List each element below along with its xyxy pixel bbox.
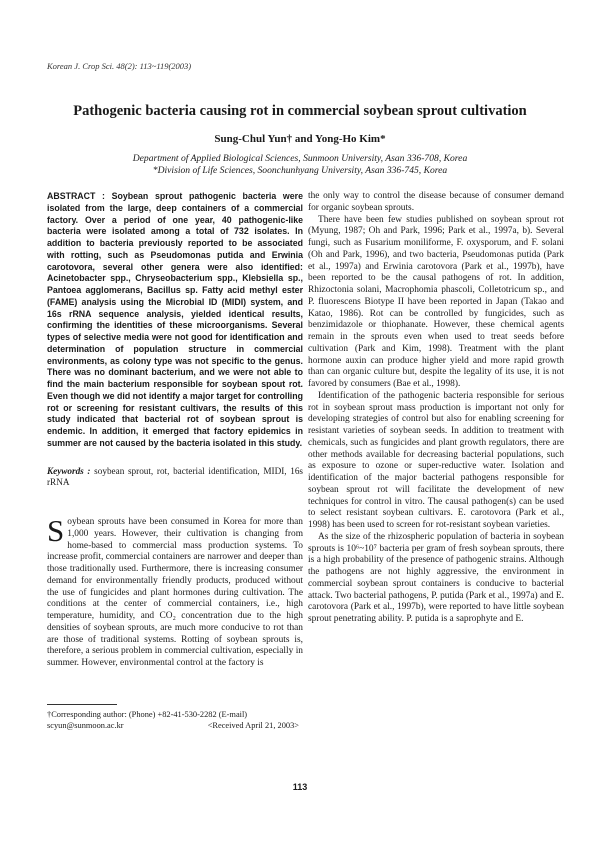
affiliation-1: Department of Applied Biological Sciences, Sunmoon University, Asan 336-708, Korea bbox=[132, 153, 468, 164]
drop-cap: S bbox=[47, 513, 65, 548]
right-paragraph-1: the only way to control the disease because of consumer demand for organic soybean sprouts. bbox=[308, 191, 564, 213]
footnote-divider bbox=[47, 704, 117, 705]
keywords-label: Keywords : bbox=[47, 465, 91, 476]
abstract bbox=[47, 191, 303, 450]
journal-citation: Korean J. Crop Sci. 48(2): 113~119(2003) bbox=[47, 61, 192, 71]
corresponding-author: †Corresponding author: (Phone) +82-41-530-2282 (E-mail) scyun@sunmoon.ac.kr bbox=[47, 710, 248, 730]
page-number: 113 bbox=[292, 782, 308, 792]
received-date: <Received April 21, 2003> bbox=[207, 721, 299, 730]
abstract-text: Soybean sprout pathogenic bacteria were isolated from the large, deep containers of a commercial factory. Over a period of one year, 40 pathogenic-like bacteria were isolated among a total of 732 isolates. In addition to bacteria previously reported to be associated with rotting, such as Pseudomonas putida and Erwinia carotovora, several other genera were also identified: Acinetobacter spp., Chryseobacterium spp., Klebsiella sp., Pantoea agglomerans, Bacillus sp. Fatty acid methyl ester (FAME) analysis using the Microbial ID (MIDI) system, and 16s rRNA sequence analysis, yielded identical results, confirming the identities of these microorganisms. Several types of selective media were not good for identification and determination of population structure in commercial environments, as colony type was not specific to the genus. There was no dominant bacterium, and we were not able to find the main bacterium responsible for soybean spout rot. Even though we did not identify a major target for controlling rot or screening for resistant cultivars, the results of this study indicated that bacterial rot of soybean sprout is endemic. In addition, it emerged that factory epidemics in summer are not caused by the bacteria isolated in this study. bbox=[47, 191, 303, 448]
intro-paragraph bbox=[47, 513, 303, 670]
right-paragraph-4: As the size of the rhizospheric population of bacteria in soybean sprouts is 10⁶~10⁷ bacteria per gram of fresh soybean sprouts, there is a high probability of the presence of pathogenic strains. Although the pathogens are not highly aggressive, the environment in commercial soybean sprout containers is conducive to bacterial attack. Two bacterial pathogens, P. putida (Park et al., 1997a) and E. carotovora (Park et al., 1997b), were reported to have little soybean sprout penetrating ability. P. putida is a saprophyte and E. bbox=[308, 531, 564, 624]
left-column bbox=[47, 191, 303, 670]
keywords bbox=[47, 466, 303, 490]
intro-text: oybean sprouts have been consumed in Korea for more than 1,000 years. However, their cultivation is changing from home-based to commercial mass production systems. To increase profit, commercial containers are narrower and deeper than those traditionally used. Furthermore, there is increasing consumer demand for environmentally friendly products, produced without the use of fungicides and plant hormones during cultivation. The conditions at the center of commercial containers, i.e., high temperature, humidity, and CO₂ concentration due to the high densities of soybean sprouts, are much more conducive to rot than are those of traditional systems. Rotting of soybean sprouts is, therefore, a serious problem in commercial cultivation, especially in summer. However, environmental control at the factory is bbox=[47, 517, 303, 668]
right-column bbox=[308, 191, 564, 626]
footnote bbox=[47, 709, 299, 731]
right-paragraph-2: There have been few studies published on soybean sprout rot (Myung, 1987; Oh and Park, 1996; Park et al., 1997a, b). Several fungi, such as Fusarium moniliforme, F. oxysporum, and F. solani (Oh and Park, 1996), and two bacteria, Pseudomonas putida (Park et al., 1997a) and Erwinia carotovora (Park et al., 1997b), have been reported to be the causal pathogens of rot. In addition, Rhizoctonia solani, Macrophomia phascoli, Colletotricum sp., and P. fluorescens Biotype II have been reported in Japan (Takao and Katao, 1986). Rot can be controlled by fungicides, such as benzimidazole or thiophanate. However, these chemical agents remain in the sprouts even when used to treat seeds before cultivation (Park and Kim, 1998). Treatment with the plant hormone auxin can produce higher yield and more rapid growth than can organic culture but, despite the legality of its use, it is not favored by consumers (Bae et al., 1998). bbox=[308, 214, 564, 389]
affiliation-2: *Division of Life Sciences, Soonchunhyang University, Asan 336-745, Korea bbox=[152, 165, 448, 176]
right-paragraph-3: Identification of the pathogenic bacteria responsible for serious rot in soybean sprout mass production is important not only for developing strategies of control but also for enabling screening for resistant varieties of soybean seeds. In addition to treatment with chemicals, such as fungicides and plant growth regulators, there are other methods available for decreasing bacterial populations, such as exposure to ozone or super-reductive water. Isolation and identification of the major bacterial pathogens responsible for soybean sprout rot will facilitate the development of new techniques for control in vitro. The causal pathogen(s) can be used to select resistant soybean cultivars. E. carotovora (Park et al., 1998) has been used to screen for rot-resistant soybean varieties. bbox=[308, 390, 564, 530]
authors: Sung-Chul Yun† and Yong-Ho Kim* bbox=[214, 133, 386, 145]
paper-title: Pathogenic bacteria causing rot in commercial soybean sprout cultivation bbox=[73, 103, 527, 119]
abstract-label: ABSTRACT : bbox=[47, 191, 105, 201]
keywords-text: soybean sprout, rot, bacterial identification, MIDI, 16s rRNA bbox=[47, 465, 304, 488]
